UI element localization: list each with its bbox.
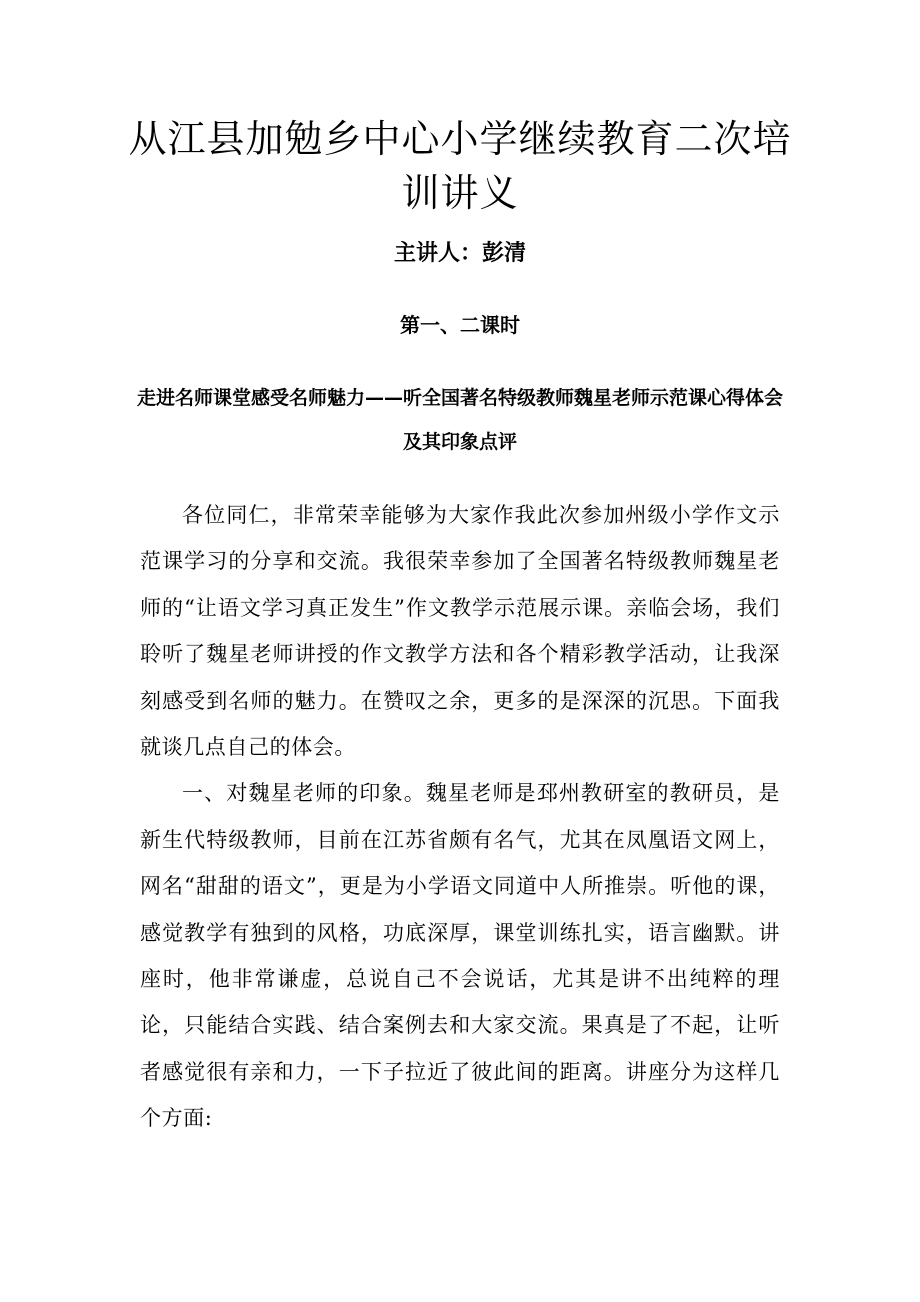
speaker-line: 主讲人：彭清: [393, 241, 526, 266]
paragraph-impression: 一、对魏星老师的印象。魏星老师是邳州教研室的教研员，是新生代特级教师，目前在江苏省颇有名气，尤其在凤凰语文网上，网名“甜甜的语文”，更是为小学语文同道中人所推崇。听他的课，感觉教学有独到的风格，功底深厚，课堂训练扎实，语言幽默。讲座时，他非常谦虚，总说自己不会说话，尤其是讲不出纯粹的理论，只能结合实践、结合案例去和大家交流。果真是了不起，让听者感觉很有亲和力，一下子拉近了彼此间的距离。讲座分为这样几个方面:: [140, 781, 780, 1131]
lecture-subtitle: 走进名师课堂感受名师魅力——听全国著名特级教师魏星老师示范课心得体会及其印象点评: [136, 387, 783, 453]
paragraph-intro: 各位同仁，非常荣幸能够为大家作我此次参加州级小学作文示范课学习的分享和交流。我很荣幸参加了全国著名特级教师魏星老师的“让语文学习真正发生”作文教学示范展示课。亲临会场，我们聆听了魏星老师讲授的作文教学方法和各个精彩教学活动，让我深刻感受到名师的魅力。在赞叹之余，更多的是深深的沉思。下面我就谈几点自己的体会。: [140, 503, 780, 760]
document-title: 从江县加勉乡中心小学继续教育二次培训讲义: [128, 117, 792, 215]
session-heading: 第一、二课时: [400, 313, 520, 337]
body-text: [140, 492, 780, 1142]
